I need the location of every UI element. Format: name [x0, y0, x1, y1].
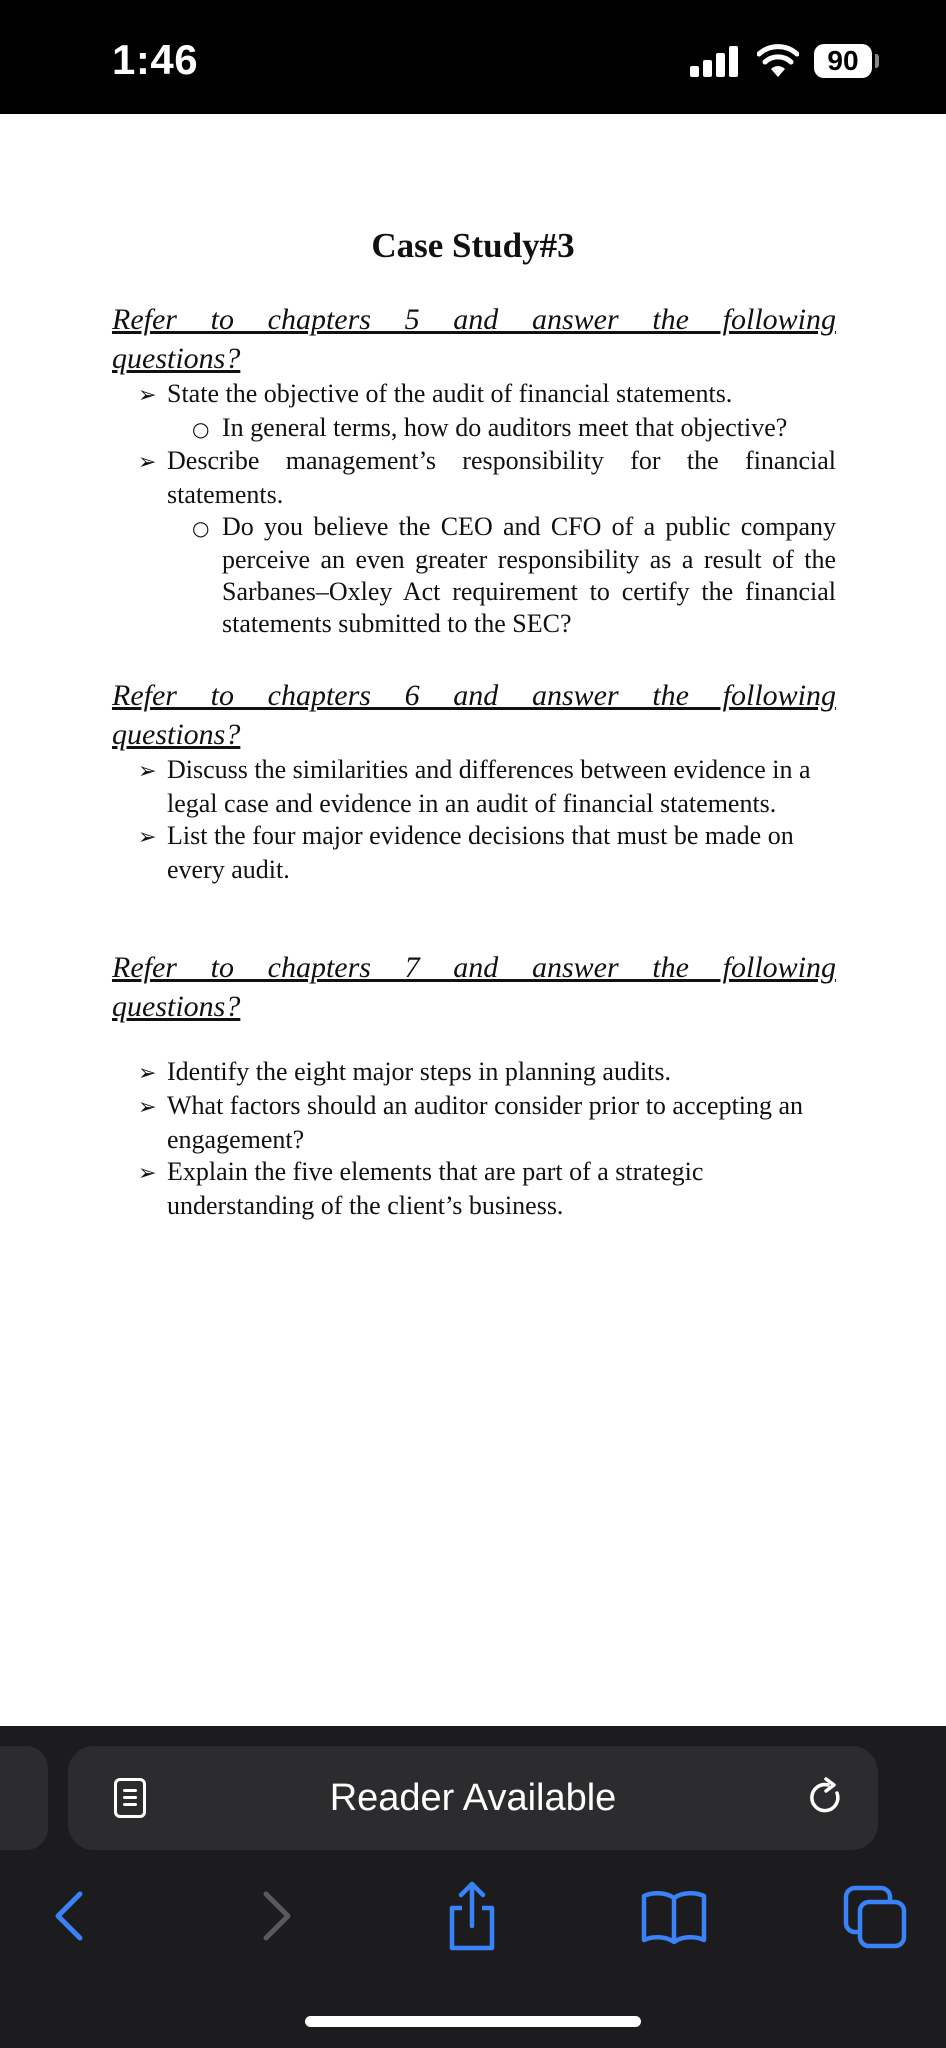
circle-bullet-icon: ○ — [192, 516, 210, 540]
previous-tab-preview[interactable] — [0, 1746, 48, 1850]
list-item: ➢ Identify the eight major steps in planning audits. — [112, 1056, 836, 1090]
arrow-bullet-icon: ➢ — [138, 825, 157, 850]
browser-chrome — [0, 1726, 946, 2048]
status-bar — [0, 0, 946, 114]
wifi-icon — [757, 44, 799, 78]
reload-icon[interactable] — [804, 1776, 848, 1820]
chevron-right-icon[interactable] — [236, 1876, 316, 1956]
tabs-icon[interactable] — [836, 1876, 916, 1956]
arrow-bullet-icon: ➢ — [138, 759, 157, 784]
document-page — [0, 114, 946, 1726]
browser-toolbar — [0, 1876, 946, 1976]
address-bar[interactable] — [68, 1746, 878, 1850]
list-item: ➢ What factors should an auditor consider prior to accepting an engagement? — [138, 1091, 804, 1154]
list-item: ➢ List the four major evidence decisions that must be made on every audit. — [138, 821, 794, 884]
arrow-bullet-icon: ➢ — [138, 1061, 157, 1086]
section-heading: Refer to chapters 5 and answer the following questions? — [112, 303, 836, 375]
document-title: Case Study#3 — [371, 226, 575, 265]
battery-cap — [875, 54, 879, 68]
list-item: ➢ Discuss the similarities and differences between evidence in a legal case and evidence in an audit of financial statements. — [138, 755, 811, 818]
book-icon[interactable] — [634, 1876, 714, 1956]
list-item: ➢ State the objective of the audit of financial statements. — [112, 378, 836, 412]
arrow-bullet-icon: ➢ — [138, 1161, 157, 1186]
arrow-bullet-icon: ➢ — [138, 450, 157, 475]
sub-list-item: ○ In general terms, how do auditors meet that objective? — [112, 412, 836, 445]
battery-icon: 90 — [814, 44, 872, 78]
share-icon[interactable] — [432, 1876, 512, 1956]
status-time: 1:46 — [112, 36, 199, 83]
section-chapter-7 — [112, 948, 836, 1222]
circle-bullet-icon: ○ — [192, 417, 210, 441]
chevron-left-icon[interactable] — [30, 1876, 110, 1956]
sub-list-item: ○ Do you believe the CEO and CFO of a public company perceive an even greater responsibility as a result of the Sarbanes–Oxley Act requirement to certify the financial statements submitted to the SEC? — [192, 512, 836, 638]
arrow-bullet-icon: ➢ — [138, 383, 157, 408]
section-heading: Refer to chapters 6 and answer the following questions? — [112, 679, 836, 751]
home-indicator[interactable] — [305, 2016, 641, 2027]
list-item: ➢ Explain the five elements that are part of a strategic understanding of the client’s business. — [138, 1157, 704, 1220]
address-bar-text[interactable]: Reader Available — [329, 1777, 617, 1819]
cellular-signal-icon — [690, 45, 740, 77]
section-heading: Refer to chapters 7 and answer the following questions? — [112, 951, 836, 1023]
reader-icon[interactable] — [114, 1778, 146, 1818]
section-chapter-6 — [112, 676, 836, 886]
list-item: ➢ Describe management’s responsibility for the financial statements. — [138, 446, 836, 509]
arrow-bullet-icon: ➢ — [138, 1095, 157, 1120]
section-chapter-5 — [112, 300, 836, 640]
